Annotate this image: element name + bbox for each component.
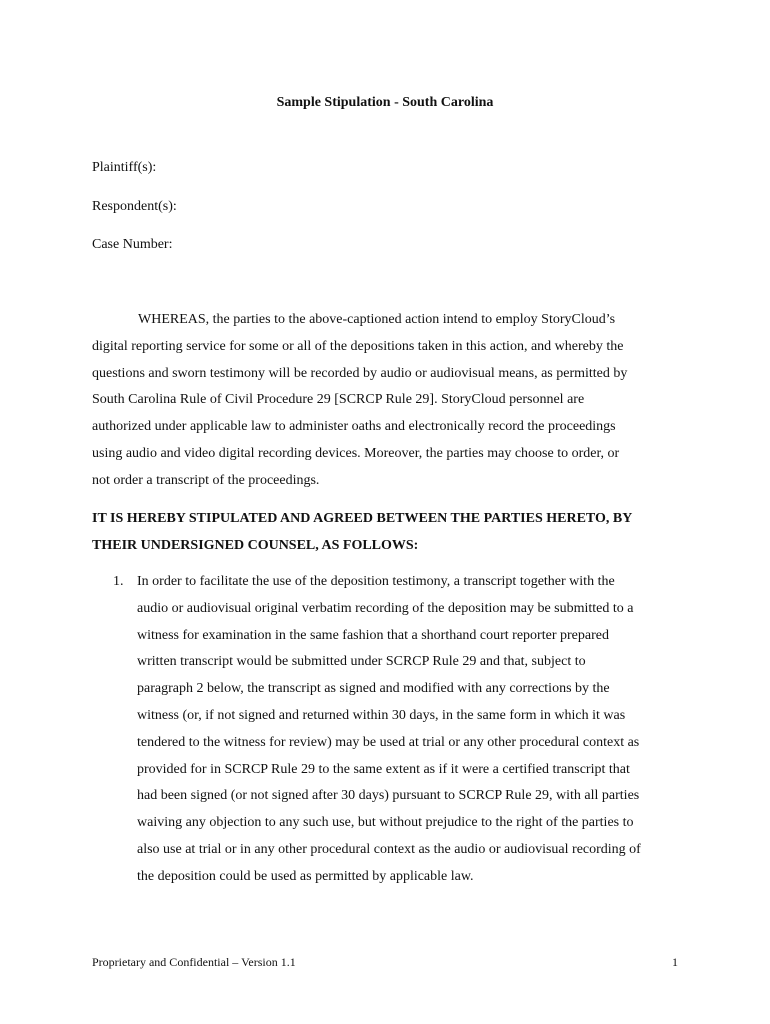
paragraph-line: questions and sworn testimony will be recorded by audio or audiovisual means, as permitted by <box>92 365 628 381</box>
paragraph-line: digital reporting service for some or all of the depositions taken in this action, and whereby the <box>92 338 624 354</box>
list-item-line: tendered to the witness for review) may be used at trial or any other procedural context as <box>137 734 640 750</box>
respondents-label: Respondent(s): <box>92 199 177 214</box>
plaintiffs-label: Plaintiff(s): <box>92 160 157 175</box>
heading-line: THEIR UNDERSIGNED COUNSEL, AS FOLLOWS: <box>92 538 419 553</box>
whereas-paragraph <box>92 307 692 495</box>
paragraph-line: not order a transcript of the proceedings. <box>92 472 320 488</box>
paragraph-line: using audio and video digital recording devices. Moreover, the parties may choose to order, or <box>92 445 620 461</box>
list-item-line: the deposition could be used as permitted by applicable law. <box>137 868 474 884</box>
footer-confidential-label: Proprietary and Confidential – Version 1.1 <box>92 955 296 969</box>
list-item-line: witness for examination in the same fashion that a shorthand court reporter prepared <box>137 627 609 643</box>
list-item-line: audio or audiovisual original verbatim recording of the deposition may be submitted to a <box>137 600 634 616</box>
document-title: Sample Stipulation - South Carolina <box>276 95 494 110</box>
list-item-body <box>137 569 697 891</box>
paragraph-line: authorized under applicable law to administer oaths and electronically record the proceedings <box>92 419 616 435</box>
paragraph-line: WHEREAS, the parties to the above-captioned action intend to employ StoryCloud’s <box>138 312 616 327</box>
stipulation-heading <box>92 505 712 559</box>
list-item-number: 1. <box>113 574 124 589</box>
case-number-label: Case Number: <box>92 237 173 252</box>
list-item-line: witness (or, if not signed and returned within 30 days, in the same form in which it was <box>137 707 626 723</box>
page-number: 1 <box>672 955 678 969</box>
list-item-line: In order to facilitate the use of the deposition testimony, a transcript together with the <box>137 574 615 589</box>
list-item-line: written transcript would be submitted under SCRCP Rule 29 and that, subject to <box>137 654 586 670</box>
list-item-line: waiving any objection to any such use, but without prejudice to the right of the parties to <box>137 815 634 831</box>
heading-line: IT IS HEREBY STIPULATED AND AGREED BETWEEN THE PARTIES HERETO, BY <box>92 511 633 526</box>
paragraph-line: South Carolina Rule of Civil Procedure 29 [SCRCP Rule 29]. StoryCloud personnel are <box>92 392 585 408</box>
list-item-line: provided for in SCRCP Rule 29 to the same extent as if it were a certified transcript that <box>137 761 630 777</box>
list-item-line: also use at trial or in any other procedural context as the audio or audiovisual recording of <box>137 841 641 857</box>
list-item-line: paragraph 2 below, the transcript as signed and modified with any corrections by the <box>137 681 610 697</box>
list-item-line: had been signed (or not signed after 30 days) pursuant to SCRCP Rule 29, with all parties <box>137 788 640 804</box>
